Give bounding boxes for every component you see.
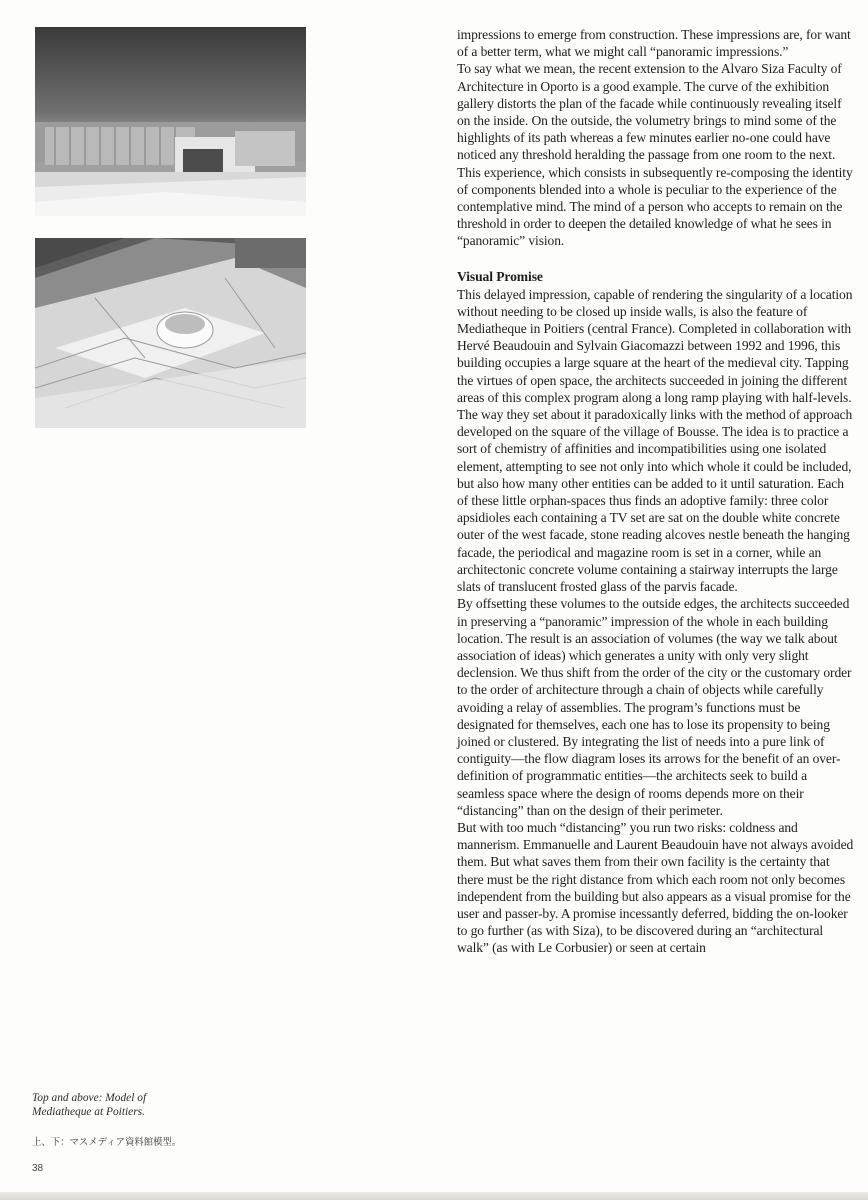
section-heading: Visual Promise [457, 268, 543, 284]
body-paragraph: impressions to emerge from construction. These impressions are, for want of a better term, what we might call “panoramic impressions.” [457, 27, 851, 60]
model-aerial-image [35, 238, 306, 428]
figure-caption-japanese: 上、下：マスメディア資料館模型。 [32, 1137, 182, 1148]
body-paragraph: But with too much “distancing” you run two risks: coldness and mannerism. Emmanuelle and Laurent Beaudouin have not always avoided them. But what saves them from their own facility is the certainty that there must be the right distance from which each room not only becomes independent from the building but also appears as a visual promise for the user and passer-by. A promise incessantly deferred, bidding the on-looker to go further (as with Siza), to be discovered during an “architectural walk” (as with Le Corbusier) or seen at certain [457, 819, 854, 956]
body-paragraph: This delayed impression, capable of rendering the singularity of a location without needing to be closed up inside walls, is also the feature of Mediatheque in Poitiers (central France). Completed in collaboration with Hervé Beaudouin and Sylvain Giacomazzi between 1992 and 1996, this building occupies a large square at the heart of the medieval city. Tapping the virtues of open space, the architects succeeded in joining the different areas of this complex program along a long ramp playing with half-levels. The way they set about it paradoxically links with the method of approach developed on the square of the village of Bousse. The idea is to practice a sort of chemistry of affinities and incompatibilities using one isolated element, attempting to see not only into which whole it could be included, but also how many other entities can be added to it until saturation. Each of these little orphan-spaces thus finds an adoptive family: three color apsidioles each containing a TV set are sat on the double white concrete outer of the west facade, stone reading alcoves nestle beneath the hanging facade, the periodical and magazine room is set in a corner, while an architectonic concrete volume containing a stairway interrupts the large slats of translucent frosted glass of the parvis facade. [457, 286, 853, 595]
model-photo-top [35, 27, 306, 216]
page-number: 38 [32, 1163, 44, 1174]
article-body [457, 26, 854, 957]
scan-edge [0, 1192, 868, 1200]
figure-caption [32, 1091, 222, 1119]
caption-line: Mediatheque at Poitiers. [32, 1106, 145, 1118]
model-front-image [35, 27, 306, 216]
body-paragraph: By offsetting these volumes to the outside edges, the architects succeeded in preserving a “panoramic” impression of the whole in each building location. The result is an association of volumes (the way we talk about association of ideas) which generates a unity with only very slight declension. We thus shift from the order of the city or the customary order to the order of architecture through a chain of objects while carefully avoiding a relay of assemblies. The program’s functions must be designated for themselves, each one has to lose its propensity to being joined or clustered. By integrating the list of needs into a pure link of contiguity—the flow diagram loses its arrows for the benefit of an over-definition of programmatic entities—the architects seek to build a seamless space where the design of rooms depends more on their “distancing” than on the design of their perimeter. [457, 596, 852, 818]
model-photo-above [35, 238, 306, 428]
body-paragraph: To say what we mean, the recent extension to the Alvaro Siza Faculty of Architecture in Oporto is a good example. The curve of the exhibition gallery distorts the plan of the facade while continuously revealing itself on the inside. On the outside, the volumetry brings to mind some of the highlights of its path whereas a few minutes earlier no-one could have noticed any threshold heralding the passage from one room to the next. This experience, which consists in subsequently re-composing the identity of components blended into a whole is peculiar to the experience of the contemplative mind. The mind of a person who accepts to remain on the threshold in order to deepen the detailed knowledge of what he sees in “panoramic” vision. [457, 61, 853, 249]
caption-line: Top and above: Model of [32, 1092, 147, 1104]
